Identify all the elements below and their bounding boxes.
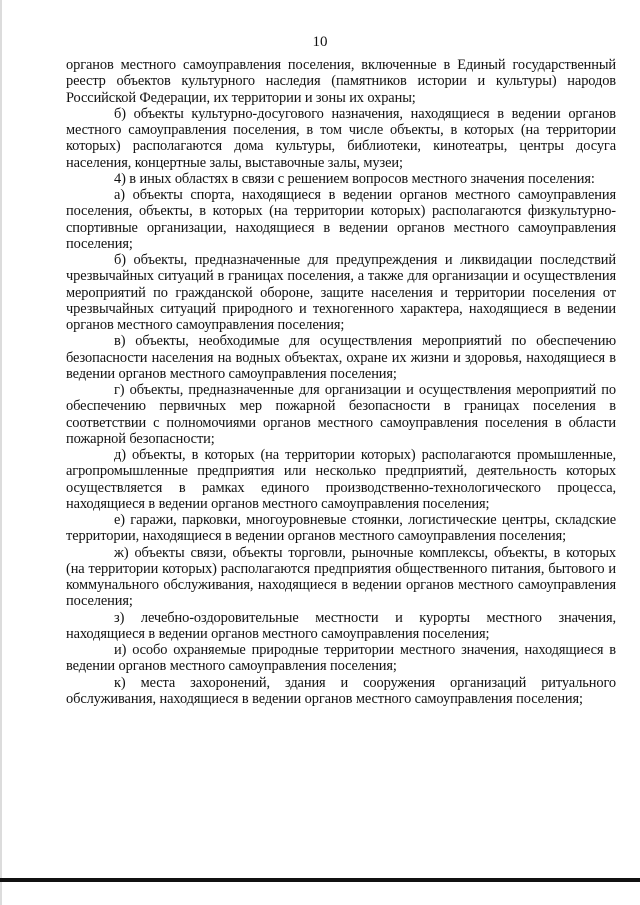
paragraph-sport-objects: а) объекты спорта, находящиеся в ведении органов местного самоуправления поселения, объекты, в которых (на территории которых) располагаются физкультурно-спортивные организации, находящиеся в ведении органов местного самоуправления поселения; — [66, 187, 616, 252]
paragraph-protected-areas: и) особо охраняемые природные территории местного значения, находящиеся в ведении органов местного самоуправления поселения; — [66, 642, 616, 675]
paragraph-continuation: органов местного самоуправления поселения, включенные в Единый государственный реестр объектов культурного наследия (памятников истории и культуры) народов Российской Федерации, их территории и зоны их охраны; — [66, 57, 616, 106]
paragraph-health-resorts: з) лечебно-оздоровительные местности и курорты местного значения, находящиеся в ведении органов местного самоуправления поселения; — [66, 609, 616, 642]
scan-edge — [0, 0, 2, 905]
paragraph-other-areas: 4) в иных областях в связи с решением вопросов местного значения поселения: — [114, 170, 595, 187]
paragraph-emergency-objects: б) объекты, предназначенные для предупреждения и ликвидации последствий чрезвычайных ситуаций в границах поселения, а также для организации и осуществления мероприятий по гражданской обороне, защите населения и территории поселения от чрезвычайных ситуаций природного и техногенного характера, находящиеся в ведении органов местного самоуправления поселения; — [66, 252, 616, 333]
paragraph-garages-parking: е) гаражи, парковки, многоуровневые стоянки, логистические центры, складские территории, находящиеся в ведении органов местного самоуправления поселения; — [66, 512, 616, 545]
paragraph-communication-trade: ж) объекты связи, объекты торговли, рыночные комплексы, объекты, в которых (на территории которых) располагаются предприятия общественного питания, бытового и коммунального обслуживания, находящиеся в ведении органов местного самоуправления поселения; — [66, 544, 616, 610]
document-body — [66, 57, 616, 707]
paragraph-burial-places: к) места захоронений, здания и сооружения организаций ритуального обслуживания, находящиеся в ведении органов местного самоуправления поселения; — [66, 674, 616, 707]
paragraph-fire-safety-objects: г) объекты, предназначенные для организации и осуществления мероприятий по обеспечению первичных мер пожарной безопасности в границах поселения в соответствии с полномочиями органов местного самоуправления поселения в области пожарной безопасности; — [66, 382, 616, 447]
paragraph-industrial-objects: д) объекты, в которых (на территории которых) располагаются промышленные, агропромышленные предприятия или несколько предприятий, деятельность которых осуществляется в рамках единого производственно-технологического процесса, находящиеся в ведении органов местного самоуправления поселения; — [66, 447, 616, 512]
paragraph-water-safety-objects: в) объекты, необходимые для осуществления мероприятий по обеспечению безопасности населения на водных объектах, охране их жизни и здоровья, находящиеся в ведении органов местного самоуправления поселения; — [66, 333, 616, 382]
page-number: 10 — [312, 34, 328, 50]
paragraph-cultural-objects: б) объекты культурно-досугового назначения, находящиеся в ведении органов местного самоуправления поселения, в том числе объекты, в которых (на территории которых) располагаются дома культуры, библиотеки, кинотеатры, центры досуга населения, концертные залы, выставочные залы, музеи; — [66, 105, 616, 171]
scan-bottom-border — [0, 878, 640, 882]
